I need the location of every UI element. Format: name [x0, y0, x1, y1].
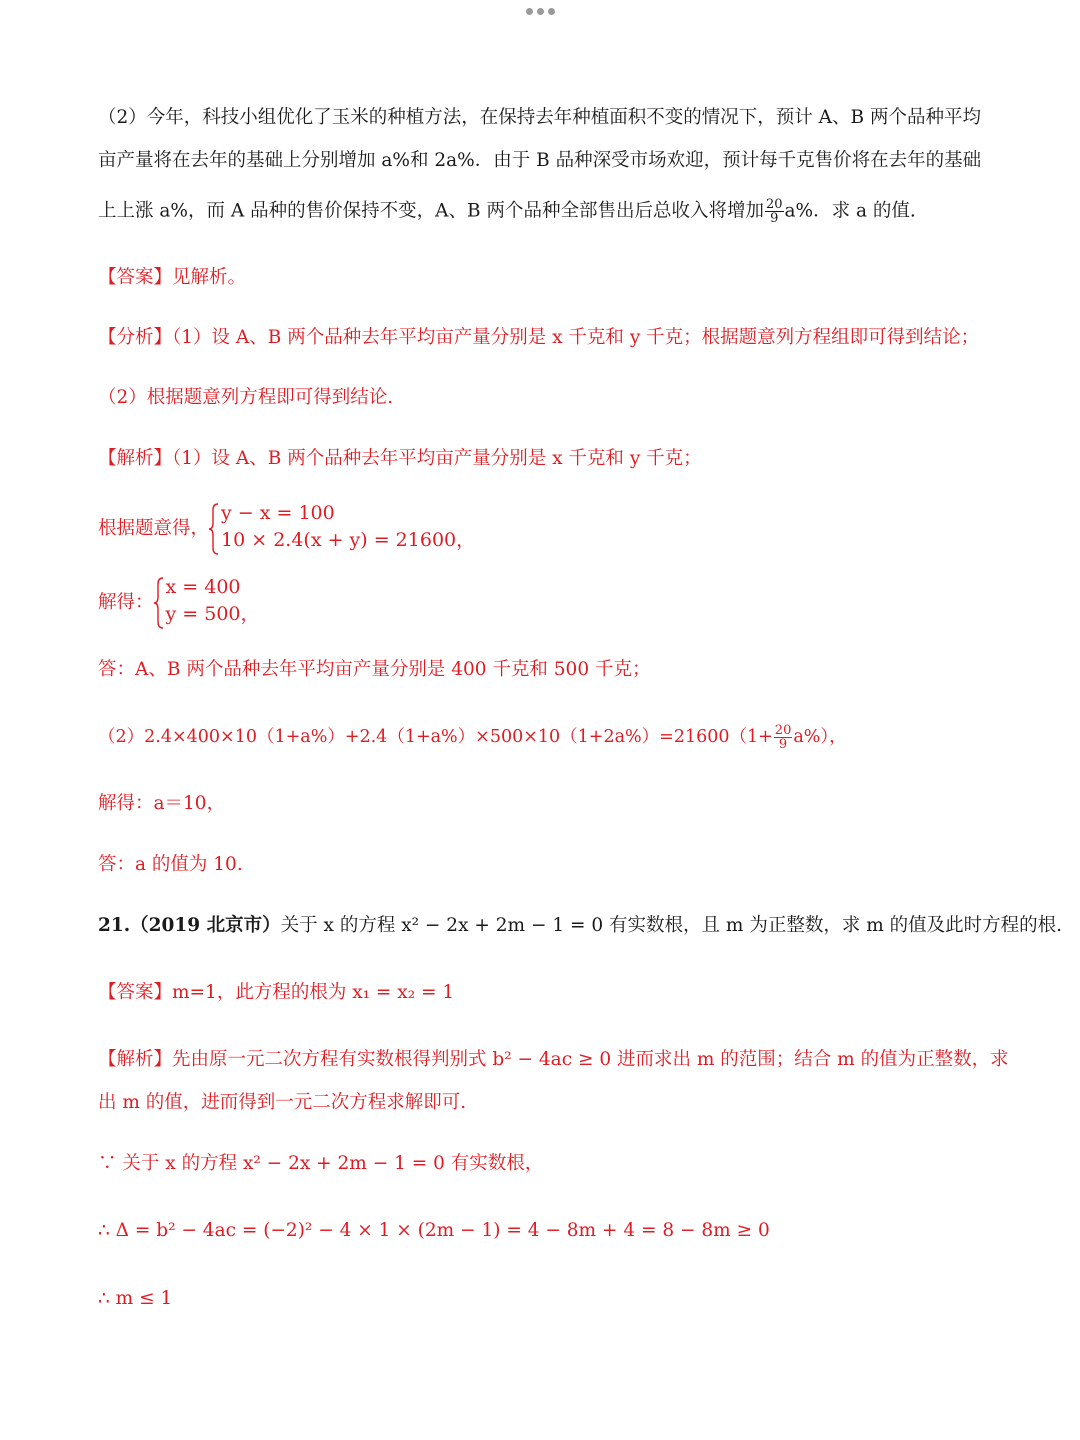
dot [548, 8, 555, 15]
fraction-numerator: 20 [774, 723, 792, 738]
question-part2-line3-start: 上上涨 a%，而 A 品种的售价保持不变，A、B 两个品种全部售出后总收入将增加 [98, 200, 764, 222]
equation-system-2 [98, 574, 260, 628]
more-dots-icon[interactable] [0, 8, 1080, 15]
system2-comma: ， [240, 603, 260, 625]
system1-comma: ， [456, 529, 476, 551]
m-range-line: ∴ m ≤ 1 [98, 1288, 173, 1309]
answer-21: 【答案】m=1，此方程的根为 x₁ = x₂ = 1 [98, 982, 455, 1003]
equation-system-1 [98, 500, 475, 554]
question-part2-line3 [98, 198, 916, 225]
answer-a: 答：a 的值为 10. [98, 854, 243, 875]
solution-line1: 【解析】（1）设 A、B 两个品种去年平均亩产量分别是 x 千克和 y 千克； [98, 448, 702, 469]
system1-eq1: y − x = 100 [221, 502, 335, 524]
fraction-20-9 [774, 724, 793, 751]
system1-label: 根据题意得， [98, 518, 210, 539]
fraction-numerator: 20 [765, 197, 783, 212]
question-part2-line3-end: a%．求 a 的值. [784, 200, 916, 222]
question-21 [98, 914, 1062, 938]
system2-label: 解得： [98, 592, 154, 613]
analysis-line1: 【分析】（1）设 A、B 两个品种去年平均亩产量分别是 x 千克和 y 千克；根据题意列方程组即可得到结论； [98, 327, 980, 348]
analysis-21-line1: 【解析】先由原一元二次方程有实数根得判别式 b² − 4ac ≥ 0 进而求出 m 的范围；结合 m 的值为正整数，求 [98, 1049, 1009, 1070]
fraction-denominator: 9 [778, 737, 788, 752]
question-part2-line2: 亩产量将在去年的基础上分别增加 a%和 2a%．由于 B 品种深受市场欢迎，预计每千克售价将在去年的基础 [98, 150, 982, 171]
fraction-20-9 [765, 198, 784, 225]
dot [526, 8, 533, 15]
analysis-line2: （2）根据题意列方程即可得到结论. [98, 387, 394, 408]
question-21-text: 关于 x 的方程 x² − 2x + 2m − 1 = 0 有实数根，且 m 为正整数，求 m 的值及此时方程的根. [280, 915, 1063, 936]
system1-eq2-text: 10 × 2.4(x + y) = 21600 [221, 529, 457, 551]
left-brace-icon [154, 577, 164, 625]
equation-part2 [98, 724, 847, 751]
fraction-denominator: 9 [770, 211, 779, 226]
system2-eq2 [166, 601, 260, 628]
system2-eq2-text: y = 500 [165, 603, 241, 625]
answer-part1: 答：A、B 两个品种去年平均亩产量分别是 400 千克和 500 千克； [98, 659, 651, 680]
equation-part2-start: （2）2.4×400×10（1+a%）+2.4（1+a%）×500×10（1+2a%）=21600（1+ [98, 727, 773, 747]
delta-line: ∴ Δ = b² − 4ac = (−2)² − 4 × 1 × (2m − 1) = 4 − 8m + 4 = 8 − 8m ≥ 0 [98, 1220, 770, 1241]
question-21-number: 21.（2019 北京市） [98, 915, 281, 936]
answer-label: 【答案】见解析。 [98, 267, 247, 288]
because-line: ∵ 关于 x 的方程 x² − 2x + 2m − 1 = 0 有实数根， [98, 1153, 544, 1174]
left-brace-icon [209, 503, 219, 551]
equation-part2-end: a%）， [793, 727, 847, 747]
analysis-21-line2: 出 m 的值，进而得到一元二次方程求解即可. [98, 1092, 467, 1113]
dot [537, 8, 544, 15]
solved-a: 解得：a＝10， [98, 793, 226, 814]
question-part2-line1: （2）今年，科技小组优化了玉米的种植方法，在保持去年种植面积不变的情况下，预计 A、B 两个品种平均 [98, 107, 981, 128]
system1-eq2 [221, 527, 475, 554]
system2-eq1: x = 400 [165, 576, 241, 598]
